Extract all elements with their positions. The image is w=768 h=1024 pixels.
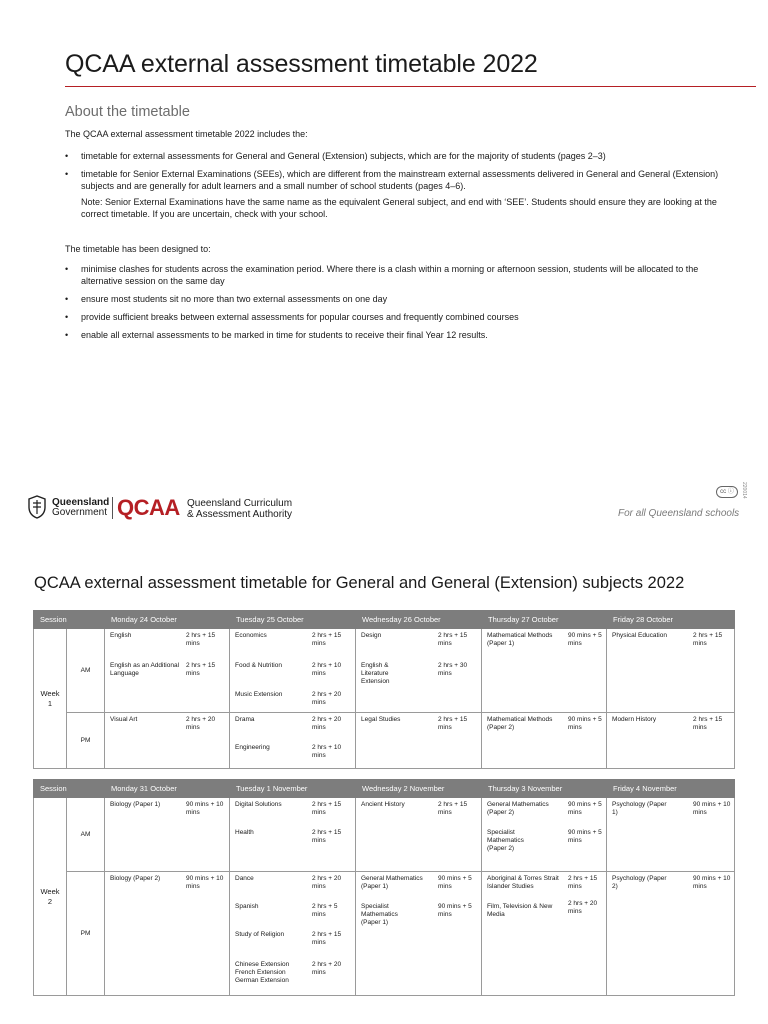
session-header: Session (34, 780, 105, 798)
note-text: Note: Senior External Examinations have the same name as the equivalent General subject, and end with ‘SEE’. Students should ensure they are looking at the correct timetable. If you are uncertain, check with your school. (81, 197, 717, 219)
duration: 90 mins + 5 mins (568, 716, 602, 731)
subject-name: English as an Additional Language (110, 662, 180, 677)
page-footer (22, 482, 752, 532)
subject-name: Mathematical Methods (Paper 1) (487, 632, 553, 647)
duration: 2 hrs + 20 mins (312, 961, 342, 976)
day-header: Tuesday 25 October (230, 611, 356, 629)
slot-cell (356, 629, 482, 713)
slot-cell (607, 872, 735, 996)
week2-table (33, 779, 735, 996)
subject-name: Health (235, 829, 254, 836)
design-intro: The timetable has been designed to: (65, 244, 211, 254)
table-row (34, 713, 735, 769)
list-item: • timetable for external assessments for General and General (Extension) subjects, which are for the majority of students (pages 2–3) (65, 150, 725, 162)
slot-cell (230, 798, 356, 872)
slot-cell (105, 798, 230, 872)
table-row (34, 798, 735, 872)
subject-name: General Mathematics (Paper 2) (487, 801, 549, 816)
subject-name: English & Literature Extension (361, 662, 390, 685)
day-header: Tuesday 1 November (230, 780, 356, 798)
day-header: Thursday 3 November (482, 780, 607, 798)
subject-name: Study of Religion (235, 931, 285, 938)
subject-name: Specialist Mathematics (Paper 1) (361, 903, 398, 926)
subject-name: Drama (235, 716, 255, 723)
list-item: • minimise clashes for students across the examination period. Where there is a clash within a morning or afternoon session, students will be allocated to the alternative session on the same day (65, 263, 725, 287)
subject-name: Modern History (612, 716, 657, 723)
day-header: Wednesday 26 October (356, 611, 482, 629)
design-list (65, 263, 725, 347)
duration: 2 hrs + 20 mins (186, 716, 216, 731)
subject-name: Design (361, 632, 382, 639)
slot-cell (230, 629, 356, 713)
includes-list (65, 150, 725, 198)
slot-cell (356, 798, 482, 872)
day-header: Monday 24 October (105, 611, 230, 629)
government-wordmark: Queensland Government (52, 497, 110, 518)
duration: 2 hrs + 15 mins (312, 632, 342, 647)
list-item: • timetable for Senior External Examinations (SEEs), which are different from the mainstream external assessments delivered in General and General (Extension) subjects and are generally for adult learners and a small number of school students (pages 4–6). (65, 168, 725, 192)
duration: 2 hrs + 15 mins (438, 632, 468, 647)
subject-name: Chinese Extension French Extension German Extension (235, 961, 290, 984)
page-title: QCAA external assessment timetable 2022 (65, 50, 538, 78)
document-code: 220014 (741, 482, 747, 499)
subject-name: Dance (235, 875, 254, 882)
day-header: Wednesday 2 November (356, 780, 482, 798)
subject-name: Digital Solutions (235, 801, 282, 808)
week-label: Week 2 (34, 798, 67, 996)
logo-divider (112, 497, 113, 519)
timetable-page (0, 555, 768, 1024)
day-header: Monday 31 October (105, 780, 230, 798)
subject-name: Legal Studies (361, 716, 401, 723)
slot-cell (482, 872, 607, 996)
day-header: Thursday 27 October (482, 611, 607, 629)
duration: 2 hrs + 20 mins (568, 900, 598, 915)
duration: 2 hrs + 20 mins (312, 716, 342, 731)
subject-name: Psychology (Paper 1) (612, 801, 667, 816)
list-item: • enable all external assessments to be marked in time for students to receive their final Year 12 results. (65, 329, 725, 341)
week-label: Week 1 (34, 629, 67, 769)
subject-name: Food & Nutrition (235, 662, 282, 669)
duration: 2 hrs + 10 mins (312, 744, 342, 759)
duration: 90 mins + 5 mins (438, 903, 472, 918)
session-label: PM (67, 713, 105, 769)
title-divider (65, 86, 756, 87)
table-row (34, 872, 735, 996)
slot-cell (607, 713, 735, 769)
duration: 2 hrs + 15 mins (693, 716, 723, 731)
timetable-title: QCAA external assessment timetable for General and General (Extension) subjects 2022 (34, 574, 685, 592)
slot-cell (356, 872, 482, 996)
duration: 90 mins + 10 mins (186, 875, 224, 890)
session-header: Session (34, 611, 105, 629)
subject-name: Biology (Paper 1) (110, 801, 161, 808)
duration: 2 hrs + 15 mins (568, 875, 598, 890)
week1-table (33, 610, 735, 769)
duration: 2 hrs + 15 mins (312, 931, 342, 946)
slot-cell (482, 629, 607, 713)
qcaa-logo: QCAA (117, 495, 180, 520)
duration: 90 mins + 5 mins (568, 632, 602, 647)
duration: 90 mins + 10 mins (693, 875, 731, 890)
slot-cell (356, 713, 482, 769)
duration: 90 mins + 5 mins (438, 875, 472, 890)
duration: 90 mins + 10 mins (186, 801, 224, 816)
day-header: Friday 28 October (607, 611, 735, 629)
duration: 2 hrs + 15 mins (186, 662, 216, 677)
slot-cell (230, 713, 356, 769)
duration: 2 hrs + 15 mins (438, 801, 468, 816)
duration: 90 mins + 5 mins (568, 829, 602, 844)
session-label: PM (67, 872, 105, 996)
organisation-name: Queensland Curriculum & Assessment Authority (187, 498, 293, 520)
duration: 2 hrs + 10 mins (312, 662, 342, 677)
duration: 90 mins + 10 mins (693, 801, 731, 816)
intro-text: The QCAA external assessment timetable 2022 includes the: (65, 129, 308, 139)
duration: 2 hrs + 15 mins (186, 632, 216, 647)
slot-cell (105, 629, 230, 713)
subject-name: Music Extension (235, 691, 283, 698)
day-header: Friday 4 November (607, 780, 735, 798)
subject-name: Specialist Mathematics (Paper 2) (487, 829, 524, 852)
slot-cell (105, 713, 230, 769)
duration: 2 hrs + 5 mins (312, 903, 338, 918)
table-row (34, 629, 735, 713)
creative-commons-icon: cc ⓘ (716, 486, 738, 498)
slot-cell (607, 629, 735, 713)
duration: 2 hrs + 20 mins (312, 691, 342, 706)
subject-name: Biology (Paper 2) (110, 875, 161, 882)
duration: 2 hrs + 15 mins (693, 632, 723, 647)
subject-name: Economics (235, 632, 267, 639)
slot-cell (482, 713, 607, 769)
session-label: AM (67, 798, 105, 872)
subject-name: Aboriginal & Torres Strait Islander Studies (487, 875, 559, 890)
table-header-row (34, 780, 735, 798)
duration: 2 hrs + 20 mins (312, 875, 342, 890)
table-header-row (34, 611, 735, 629)
subject-name: Mathematical Methods (Paper 2) (487, 716, 553, 731)
queensland-crest-icon (26, 495, 48, 519)
list-item: • provide sufficient breaks between external assessments for popular courses and frequently combined courses (65, 311, 725, 323)
tagline: For all Queensland schools (618, 508, 740, 519)
subject-name: Engineering (235, 744, 270, 751)
subject-name: English (110, 632, 132, 639)
subject-name: Physical Education (612, 632, 667, 639)
subject-name: Ancient History (361, 801, 405, 808)
duration: 2 hrs + 15 mins (438, 716, 468, 731)
duration: 2 hrs + 15 mins (312, 801, 342, 816)
section-heading: About the timetable (65, 104, 190, 120)
session-label: AM (67, 629, 105, 713)
duration: 2 hrs + 30 mins (438, 662, 468, 677)
subject-name: General Mathematics (Paper 1) (361, 875, 423, 890)
duration: 90 mins + 5 mins (568, 801, 602, 816)
subject-name: Psychology (Paper 2) (612, 875, 667, 890)
subject-name: Visual Art (110, 716, 138, 723)
slot-cell (482, 798, 607, 872)
slot-cell (607, 798, 735, 872)
subject-name: Film, Television & New Media (487, 903, 553, 918)
duration: 2 hrs + 15 mins (312, 829, 342, 844)
slot-cell (105, 872, 230, 996)
subject-name: Spanish (235, 903, 259, 910)
slot-cell (230, 872, 356, 996)
list-item: • ensure most students sit no more than two external assessments on one day (65, 293, 725, 305)
